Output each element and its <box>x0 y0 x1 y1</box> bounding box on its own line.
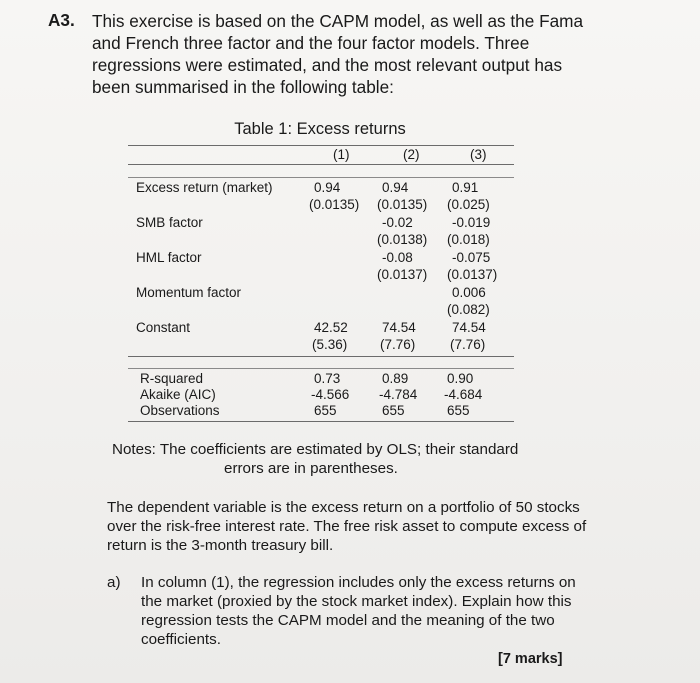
row-label-constant: Constant <box>136 320 191 335</box>
part-a-marks: [7 marks] <box>498 651 563 667</box>
row-label-hml: HML factor <box>136 250 202 265</box>
cell-market-c3: 0.91 <box>452 180 479 195</box>
cell-momentum-c3: 0.006 <box>452 285 486 300</box>
stat-obs-c2: 655 <box>382 403 405 418</box>
stat-label-aic: Akaike (AIC) <box>140 387 216 402</box>
cell-smb-c3: -0.019 <box>452 215 491 230</box>
column-header-3: (3) <box>470 147 487 162</box>
question-number: A3. <box>48 10 75 30</box>
cell-hml-c2-se: (0.0137) <box>377 267 428 282</box>
table-notes <box>112 440 582 478</box>
stat-aic-c3: -4.684 <box>444 387 483 402</box>
stat-obs-c1: 655 <box>314 403 337 418</box>
stat-label-observations: Observations <box>140 403 220 418</box>
stat-aic-c2: -4.784 <box>379 387 418 402</box>
cell-market-c2-se: (0.0135) <box>377 197 428 212</box>
table-top-rule <box>128 145 514 146</box>
cell-constant-c2-se: (7.76) <box>380 337 416 352</box>
cell-constant-c3: 74.54 <box>452 320 486 335</box>
stat-rsquared-c3: 0.90 <box>447 371 474 386</box>
cell-hml-c3-se: (0.0137) <box>447 267 498 282</box>
row-label-smb: SMB factor <box>136 215 203 230</box>
header-rule-double <box>128 177 514 178</box>
stat-obs-c3: 655 <box>447 403 470 418</box>
stats-top-rule <box>128 368 514 369</box>
cell-momentum-c3-se: (0.082) <box>447 302 490 317</box>
cell-hml-c3: -0.075 <box>452 250 491 265</box>
column-header-2: (2) <box>403 147 420 162</box>
cell-market-c1-se: (0.0135) <box>309 197 360 212</box>
cell-market-c1: 0.94 <box>314 180 341 195</box>
cell-smb-c3-se: (0.018) <box>447 232 490 247</box>
dependent-variable-text: The dependent variable is the excess return on a portfolio of 50 stocks over the risk-free interest rate. The free risk asset to compute excess of return is the 3-month treasury bill. <box>107 499 587 554</box>
cell-constant-c1-se: (5.36) <box>312 337 348 352</box>
cell-market-c3-se: (0.025) <box>447 197 490 212</box>
cell-hml-c2: -0.08 <box>382 250 413 265</box>
stat-label-rsquared: R-squared <box>140 371 204 386</box>
row-label-market: Excess return (market) <box>136 180 273 195</box>
cell-constant-c1: 42.52 <box>314 320 348 335</box>
stat-rsquared-c2: 0.89 <box>382 371 409 386</box>
cell-constant-c2: 74.54 <box>382 320 416 335</box>
cell-constant-c3-se: (7.76) <box>450 337 486 352</box>
stat-aic-c1: -4.566 <box>311 387 350 402</box>
body-bottom-rule <box>128 356 514 357</box>
row-label-momentum: Momentum factor <box>136 285 242 300</box>
stat-rsquared-c1: 0.73 <box>314 371 341 386</box>
question-intro: This exercise is based on the CAPM model, as well as the Fama and French three factor and the four factor models. Three regressions were estimated, and the most relevant output has been summarised in the following table: <box>92 11 584 97</box>
header-rule <box>128 164 514 165</box>
part-a-label: a) <box>107 574 121 591</box>
table-caption: Table 1: Excess returns <box>234 120 406 138</box>
table-bottom-rule <box>128 421 514 422</box>
notes-line-1: Notes: The coefficients are estimated by OLS; their standard <box>112 441 519 458</box>
part-a-text: In column (1), the regression includes only the excess returns on the market (proxied by the stock market index). Explain how this regression tests the CAPM model and the meaning of the two coefficients. <box>141 574 576 648</box>
column-header-1: (1) <box>333 147 350 162</box>
cell-market-c2: 0.94 <box>382 180 409 195</box>
notes-line-2: errors are in parentheses. <box>224 460 398 477</box>
cell-smb-c2: -0.02 <box>382 215 413 230</box>
cell-smb-c2-se: (0.0138) <box>377 232 428 247</box>
